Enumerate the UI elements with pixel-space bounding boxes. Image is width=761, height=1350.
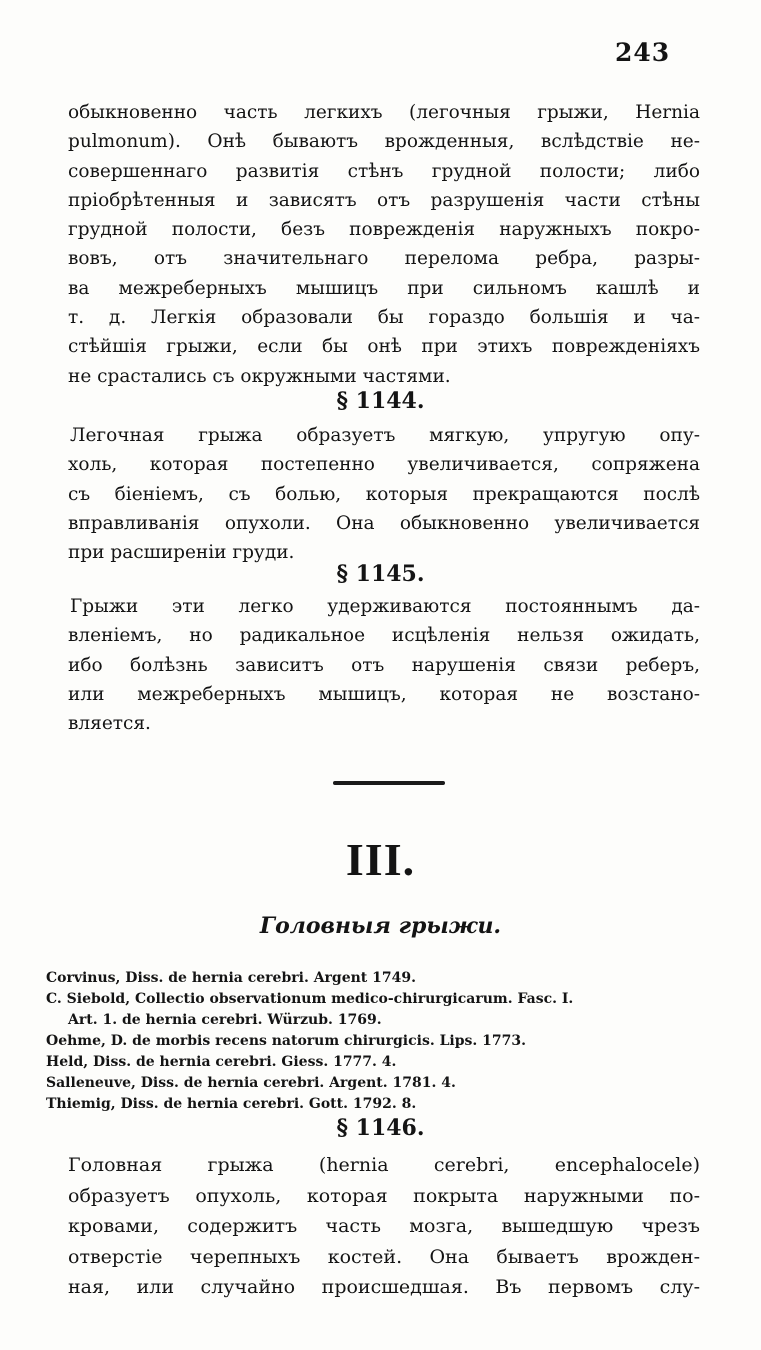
text-line: ибо болѣзнь зависитъ отъ нарушенія связи реберъ, (68, 654, 700, 676)
chapter-title: Головныя грыжи. (259, 913, 502, 939)
text-line: пріобрѣтенныя и зависятъ отъ разрушенія части стѣны (68, 189, 700, 211)
text-line: pulmonum). Онѣ бываютъ врожденныя, вслѣдствіе не- (68, 131, 700, 153)
chapter-number: III. (345, 834, 416, 885)
bibliography-entry: Held, Diss. de hernia cerebri. Giess. 1777. 4. (46, 1054, 397, 1070)
paragraph-4 (68, 1150, 700, 1303)
text-line: или межреберныхъ мышицъ, которая не возстано- (68, 683, 700, 705)
paragraph-3 (68, 592, 700, 738)
page-number: 243 (615, 38, 671, 67)
section-heading-1144: § 1144. (336, 388, 425, 414)
bibliography-entry: Salleneuve, Diss. de hernia cerebri. Argent. 1781. 4. (46, 1075, 456, 1091)
text-line: Грыжи эти легко удерживаются постояннымъ да- (70, 596, 700, 617)
bibliography-entry: Oehme, D. de morbis recens natorum chirurgicis. Lips. 1773. (46, 1033, 526, 1049)
text-line: вправливанія опухоли. Она обыкновенно увеличивается (68, 512, 700, 534)
bibliography-entry: C. Siebold, Collectio observationum medico-chirurgicarum. Fasc. I. (46, 991, 574, 1007)
text-line: вленіемъ, но радикальное исцѣленія нельзя ожидать, (68, 625, 700, 647)
text-line: вляется. (68, 713, 151, 735)
bibliography-entry: Corvinus, Diss. de hernia cerebri. Argent 1749. (46, 970, 416, 986)
text-line: т. д. Легкія образовали бы гораздо большія и ча- (68, 307, 700, 329)
text-line: совершеннаго развитія стѣнъ грудной полости; либо (68, 160, 700, 182)
text-line: кровами, содержитъ часть мозга, вышедшую чрезъ (68, 1215, 700, 1237)
text-line: грудной полости, безъ поврежденія наружныхъ покро- (68, 219, 700, 241)
paragraph-2 (68, 421, 700, 567)
text-line: холь, которая постепенно увеличивается, сопряжена (68, 454, 700, 476)
text-line: ва межреберныхъ мышицъ при сильномъ кашлѣ и (68, 277, 700, 299)
text-line: обыкновенно часть легкихъ (легочныя грыжи, Hernia (68, 102, 700, 123)
text-line: при расширеніи груди. (68, 542, 295, 564)
text-line: вовъ, отъ значительнаго перелома ребра, разры- (68, 248, 700, 270)
text-line: ная, или случайно происшедшая. Въ первомъ слу- (68, 1276, 700, 1298)
section-divider (333, 781, 445, 785)
bibliography-list (46, 968, 696, 1115)
text-line: образуетъ опухоль, которая покрыта наружными по- (68, 1184, 700, 1207)
text-line: отверстіе черепныхъ костей. Она бываетъ врожден- (68, 1245, 700, 1268)
text-line: не срастались съ окружными частями. (68, 365, 451, 387)
text-line: стѣйшія грыжи, если бы онѣ при этихъ поврежденіяхъ (68, 336, 700, 358)
paragraph-1 (68, 98, 700, 391)
section-heading-1145: § 1145. (336, 561, 425, 587)
text-line: Головная грыжа (hernia cerebri, encephalocele) (68, 1154, 700, 1176)
section-heading-1146: § 1146. (336, 1115, 425, 1141)
bibliography-entry: Art. 1. de hernia cerebri. Würzub. 1769. (68, 1012, 382, 1028)
text-line: съ біеніемъ, съ болью, которыя прекращаются послѣ (68, 483, 700, 505)
text-line: Легочная грыжа образуетъ мягкую, упругую опу- (70, 425, 700, 446)
bibliography-entry: Thiemig, Diss. de hernia cerebri. Gott. 1792. 8. (46, 1096, 417, 1112)
